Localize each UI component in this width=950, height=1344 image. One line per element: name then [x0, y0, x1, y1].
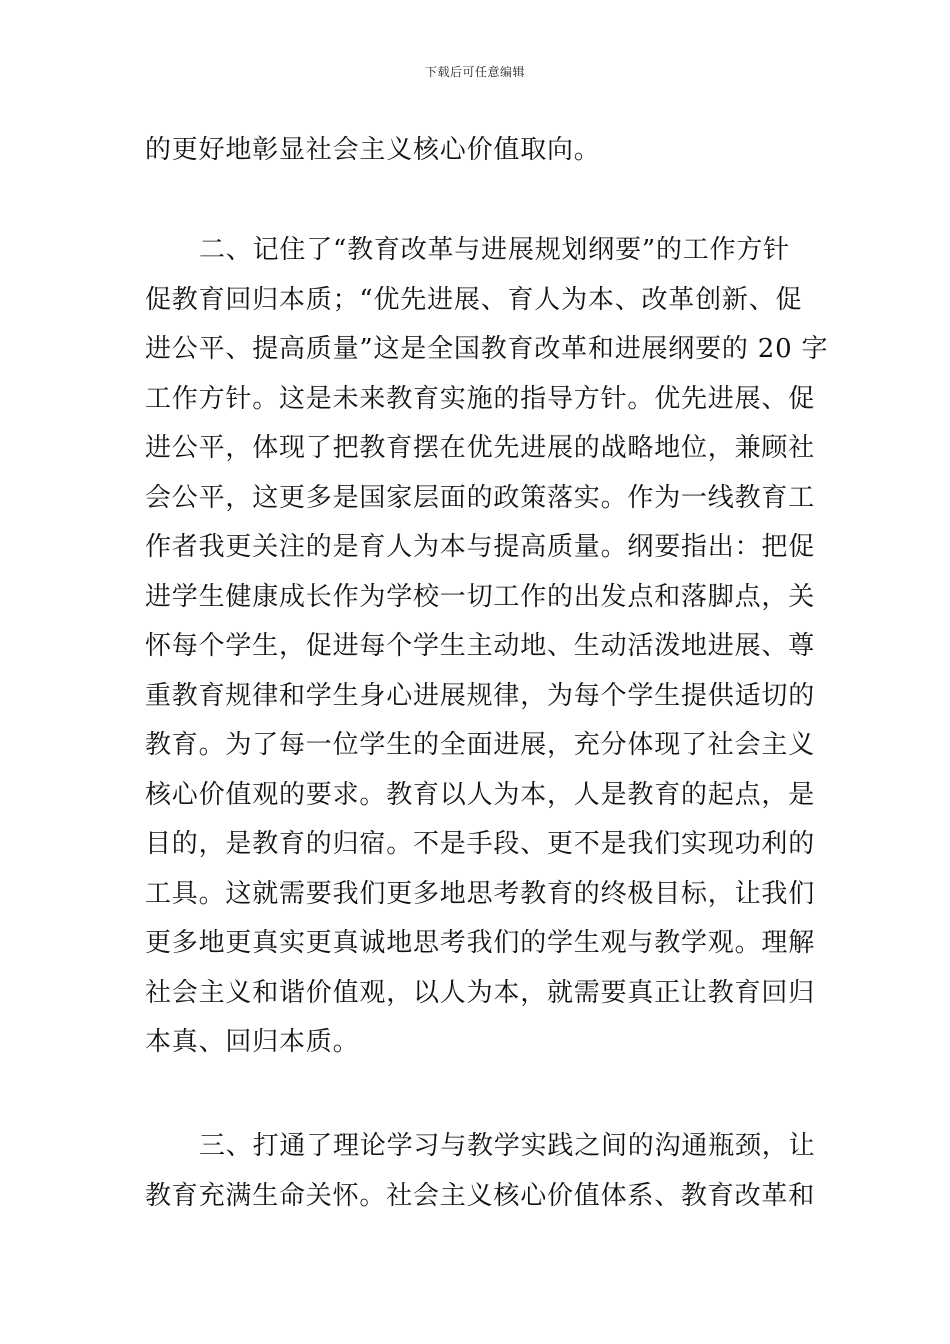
text-line: 进公平，体现了把教育摆在优先进展的战略地位，兼顾社	[145, 433, 816, 463]
text-line: 的更好地彰显社会主义核心价值取向。	[145, 135, 601, 165]
paragraph-section-two	[145, 226, 829, 1068]
text-line: 促教育回归本质；“优先进展、育人为本、改革创新、促	[145, 284, 803, 315]
text-line: 社会主义和谐价值观，以人为本，就需要真正让教育回归	[145, 977, 816, 1008]
text-line: 教育充满生命关怀。社会主义核心价值体系、教育改革和	[145, 1180, 816, 1211]
paragraph-continuation	[145, 126, 805, 176]
text-line: 重教育规律和学生身心进展规律，为每个学生提供适切的	[145, 680, 816, 711]
text-line: 进学生健康成长作为学校一切工作的出发点和落脚点，关	[145, 581, 816, 612]
text-line: 工作方针。这是未来教育实施的指导方针。优先进展、促	[145, 383, 816, 414]
text-line: 怀每个学生，促进每个学生主动地、生动活泼地进展、尊	[145, 631, 816, 661]
text-line: 本真、回归本质。	[145, 1027, 360, 1057]
text-line: 作者我更关注的是育人为本与提高质量。纲要指出：把促	[145, 532, 816, 562]
text-line: 三、打通了理论学习与教学实践之间的沟通瓶颈，让	[199, 1131, 816, 1161]
text-line: 进公平、提高质量”这是全国教育改革和进展纲要的 20 字	[145, 334, 829, 364]
text-line: 会公平，这更多是国家层面的政策落实。作为一线教育工	[145, 482, 816, 513]
page-header: 下载后可任意编辑	[424, 65, 525, 79]
text-line: 教育。为了每一位学生的全面进展，充分体现了社会主义	[145, 730, 816, 760]
paragraph-section-three	[145, 1122, 816, 1221]
text-line: 目的，是教育的归宿。不是手段、更不是我们实现功利的	[145, 829, 816, 859]
text-line: 更多地更真实更真诚地思考我们的学生观与教学观。理解	[145, 928, 816, 958]
text-line: 核心价值观的要求。教育以人为本，人是教育的起点，是	[145, 779, 816, 810]
text-line: 二、记住了“教育改革与进展规划纲要”的工作方针	[199, 235, 790, 265]
text-line: 工具。这就需要我们更多地思考教育的终极目标，让我们	[145, 878, 816, 909]
